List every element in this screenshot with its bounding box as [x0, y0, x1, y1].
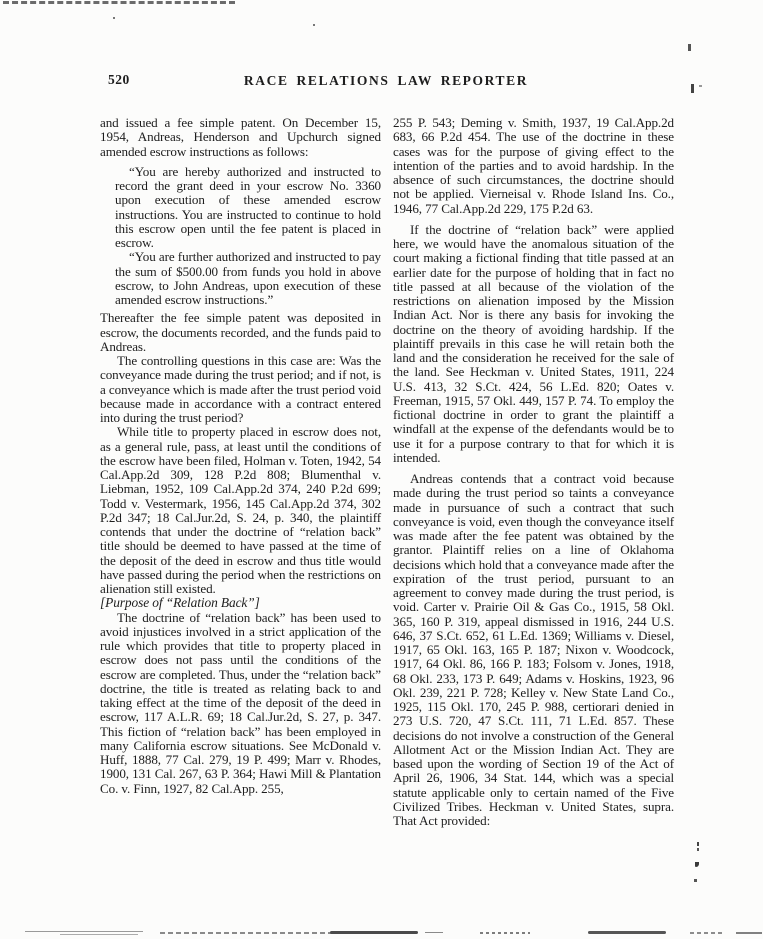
- scan-smudge: [736, 932, 762, 934]
- scan-smudge: [330, 931, 418, 934]
- scan-speck: [688, 44, 691, 51]
- scan-smudge: [588, 931, 666, 934]
- paragraph-doctrine-relation-back: The doctrine of “relation back” has been used to avoid injustices involved in a strict application of the rule which provides that title to property placed in escrow does not pass until the conditions of the escrow are completed. Thus, under the “relation back” doctrine, the title is treated as relating back to and taking effect at the time of the deposit of the deed in escrow, 117 A.L.R. 69; 18 Cal.Jur.2d, S. 27, p. 347. This fiction of “relation back” has been employed in many California escrow situations. See McDonald v. Huff, 1888, 77 Cal. 279, 19 P. 499; Marr v. Rhodes, 1900, 131 Cal. 267, 63 P. 364; Hawi Mill & Plantation Co. v. Finn, 1927, 82 Cal.App. 255,: [100, 609, 381, 796]
- scan-smudge: [160, 932, 400, 934]
- scan-smudge: [25, 931, 143, 932]
- section-heading-purpose-of-relation-back: [Purpose of “Relation Back”]: [100, 595, 260, 611]
- paragraph-while-title: While title to property placed in escrow does not, as a general rule, pass, at least until the conditions of the escrow have been filed, Holman v. Toten, 1942, 54 Cal.App.2d 309, 128 P.2d 808; Blumenthal v. Liebman, 1952, 109 Cal.App.2d 374, 240 P.2d 699; Todd v. Vestermark, 1956, 145 Cal.App.2d 374, 302 P.2d 347; 18 Cal.Jur.2d, S. 24, p. 340, the plaintiff contends that under the doctrine of “relation back” title should be deemed to have passed at the time of the deposit of the deed in escrow and thus title would have passed during the period when the restrictions on alienation still existed.: [100, 424, 381, 596]
- paragraph-continuation-right: 255 P. 543; Deming v. Smith, 1937, 19 Cal.App.2d 683, 66 P.2d 454. The use of the doctrine in these cases was for the purpose of giving effect to the intention of the parties and to avoid hardship. In the absence of such circumstances, the doctrine should not be applied. Vierneisal v. Rhode Island Ins. Co., 1946, 77 Cal.App.2d 229, 175 P.2d 63.: [393, 115, 674, 216]
- scan-speck: [313, 24, 315, 26]
- paragraph-controlling-questions: The controlling questions in this case are: Was the conveyance made during the trust period; and if not, is a conveyance which is made after the trust period void because made in accordance with a contract entered into during the trust period?: [100, 353, 381, 425]
- scan-speck: [695, 862, 699, 867]
- running-head-title: RACE RELATIONS LAW REPORTER: [243, 73, 529, 88]
- scan-speck: [691, 84, 694, 93]
- scan-speck: [697, 842, 699, 846]
- scan-dashed-line-top: [3, 1, 235, 4]
- scan-smudge: [60, 934, 138, 935]
- scan-smudge: [690, 932, 724, 934]
- paragraph-thereafter: Thereafter the fee simple patent was deposited in escrow, the documents recorded, and the funds paid to Andreas.: [100, 310, 381, 354]
- right-column: [393, 116, 674, 828]
- page-header: [100, 72, 672, 92]
- quote-paragraph-1: “You are hereby authorized and instructed to record the grant deed in your escrow No. 3360 upon execution of these amended escrow instructions. You are instructed to continue to hold this escrow open until the fee patent is placed in escrow.: [115, 163, 381, 250]
- page-number: 520: [108, 72, 130, 87]
- left-column: [100, 116, 381, 828]
- scan-speck: [113, 17, 115, 19]
- paragraph-if-doctrine-applied: If the doctrine of “relation back” were applied here, we would have the anomalous situation of the court making a fictional finding that title passed at an earlier date for the purpose of holding that in fact no title passed at all because of the violation of the restrictions on alienation imposed by the Mission Indian Act. Nor is there any basis for invoking the doctrine on the theory of avoiding hardship. If the plaintiff prevails in this case he will retain both the land and the consideration he received for the sale of the land. See Heckman v. United States, 1911, 224 U.S. 413, 32 S.Ct. 424, 56 L.Ed. 820; Oates v. Freeman, 1915, 57 Okl. 449, 157 P. 74. To employ the fictional doctrine in order to grant the plaintiff a windfall at the expense of the defendants would be to use it for a purpose contrary to that for which it is intended.: [393, 221, 674, 465]
- quote-paragraph-2: “You are further authorized and instructed to pay the sum of $500.00 from funds you hold in above escrow, to John Andreas, upon execution of these amended escrow instructions.”: [115, 249, 381, 307]
- text-columns: [100, 116, 674, 828]
- paragraph-andreas-contends: Andreas contends that a contract void because made during the trust period so taints a conveyance made in pursuance of such a contract that such conveyance is void, even though the conveyance itself was made after the fee patent was obtained by the grantor. Plaintiff relies on a line of Oklahoma decisions which hold that a conveyance made after the expiration of the trust period, pursuant to an agreement to convey made during the trust period, is void. Carter v. Prairie Oil & Gas Co., 1915, 58 Okl. 365, 160 P. 319, appeal dismissed in 1916, 244 U.S. 646, 37 S.Ct. 652, 61 L.Ed. 1369; Williams v. Diesel, 1917, 65 Okl. 163, 165 P. 187; Nixon v. Woodcock, 1917, 64 Okl. 86, 166 P. 183; Folsom v. Jones, 1918, 68 Okl. 233, 173 P. 649; Adams v. Hoskins, 1923, 96 Okl. 239, 221 P. 728; Kelley v. New State Land Co., 1925, 115 Okl. 170, 245 P. 988, certiorari denied in 273 U.S. 720, 47 S.Ct. 111, 71 L.Ed. 857. These decisions do not involve a construction of the General Allotment Act or the Mission Indian Act. They are based upon the wording of Section 19 of the Act of April 26, 1906, 34 Stat. 144, which was a special statute applicable only to certain named of the Five Civilized Tribes. Heckman v. United States, supra. That Act provided:: [393, 471, 674, 828]
- scan-speck: [697, 848, 699, 851]
- scan-speck: [694, 879, 697, 882]
- paragraph-continuation: and issued a fee simple patent. On December 15, 1954, Andreas, Henderson and Upchurch signed amended escrow instructions as follows:: [100, 115, 381, 159]
- scan-smudge: [425, 932, 443, 933]
- escrow-instructions-quote: [115, 165, 381, 308]
- scan-speck: [699, 85, 702, 87]
- scan-smudge: [480, 932, 530, 934]
